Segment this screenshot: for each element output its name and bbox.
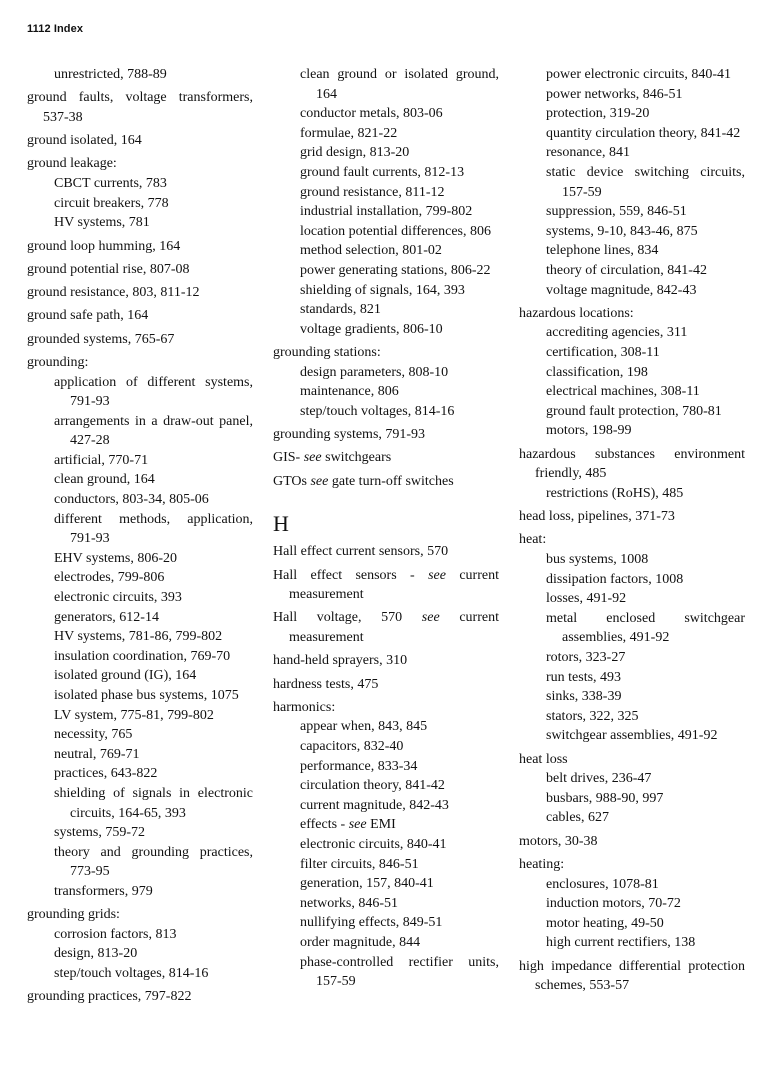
index-subentry: industrial installation, 799-802 — [300, 204, 473, 220]
index-subentry: shielding of signals in electronic circuits, 164-65, 393 — [54, 785, 253, 821]
index-subentry: power generating stations, 806-22 — [300, 262, 491, 278]
index-subentry: telephone lines, 834 — [546, 243, 659, 259]
index-entry: grounding systems, 791-93 — [273, 427, 426, 443]
see-target: gate turn-off switches — [328, 473, 454, 489]
index-entry: hazardous substances environment friendly, 485 — [519, 446, 745, 482]
section-letter: H — [273, 511, 289, 537]
index-subentry: capacitors, 832-40 — [300, 739, 404, 754]
see-reference: see — [428, 567, 446, 583]
index-subentry: belt drives, 236-47 — [546, 771, 652, 787]
index-entry: grounding stations: — [273, 345, 381, 360]
index-subentry: circulation theory, 841-42 — [300, 778, 445, 794]
index-subentry: nullifying effects, 849-51 — [300, 915, 443, 931]
see-target: current measurement — [289, 610, 499, 645]
index-subentry: networks, 846-51 — [300, 895, 398, 911]
index-entry: ground faults, voltage transformers, 537-38 — [27, 90, 253, 125]
index-subentry: necessity, 765 — [54, 727, 133, 743]
index-subentry: rotors, 323-27 — [546, 649, 626, 665]
index-subentry: grid design, 813-20 — [300, 145, 410, 161]
index-subentry: resonance, 841 — [546, 145, 630, 161]
index-subentry: electrical machines, 308-11 — [546, 384, 700, 400]
index-subentry: theory and grounding practices, 773-95 — [54, 844, 253, 880]
index-entry: ground leakage: — [27, 156, 117, 172]
index-subentry: neutral, 769-71 — [54, 746, 140, 762]
index-subentry: artificial, 770-71 — [54, 452, 149, 468]
index-entry — [273, 448, 499, 468]
index-subentry: unrestricted, 788-89 — [54, 67, 167, 82]
index-subentry: enclosures, 1078-81 — [546, 876, 659, 892]
index-subentry: conductor metals, 803-06 — [300, 106, 443, 122]
index-entry — [273, 608, 499, 647]
index-subentry: practices, 643-822 — [54, 766, 158, 782]
index-entry: heat loss — [519, 751, 568, 767]
index-entry: ground potential rise, 807-08 — [27, 261, 190, 277]
index-subentry: stators, 322, 325 — [546, 708, 639, 724]
index-subentry: induction motors, 70-72 — [546, 896, 681, 912]
index-subentry: corrosion factors, 813 — [54, 926, 177, 942]
index-subentry: design, 813-20 — [54, 946, 138, 962]
index-entry: heat: — [519, 532, 547, 548]
index-subentry: transformers, 979 — [54, 883, 153, 899]
index-subentry: circuit breakers, 778 — [54, 195, 169, 211]
index-subentry: power networks, 846-51 — [546, 86, 683, 102]
entry-text: Hall voltage, 570 — [273, 610, 422, 626]
index-subentry: motor heating, 49-50 — [546, 915, 664, 931]
index-subentry: electronic circuits, 840-41 — [300, 836, 447, 852]
entry-text: effects - — [300, 817, 349, 833]
index-subentry: performance, 833-34 — [300, 758, 418, 774]
index-subentry: step/touch voltages, 814-16 — [54, 966, 209, 981]
index-subentry: dissipation factors, 1008 — [546, 571, 684, 587]
index-subentry: standards, 821 — [300, 302, 381, 318]
index-column-1 — [27, 65, 253, 1007]
index-subentry: electronic circuits, 393 — [54, 590, 182, 606]
index-entry: grounding grids: — [27, 907, 120, 923]
see-target: current measurement — [289, 567, 499, 603]
index-entry: motors, 30-38 — [519, 833, 598, 849]
page-header: 1112 Index — [27, 23, 84, 35]
index-entry: high impedance differential protection schemes, 553-57 — [519, 958, 745, 994]
index-subentry: theory of circulation, 841-42 — [546, 262, 707, 278]
index-entry: ground loop humming, 164 — [27, 238, 181, 254]
index-subentry: shielding of signals, 164, 393 — [300, 282, 465, 298]
index-column-3 — [519, 65, 745, 996]
index-subentry: power electronic circuits, 840-41 — [546, 67, 732, 82]
index-entry: grounding: — [27, 354, 89, 370]
index-subentry: metal enclosed switchgear assemblies, 491-92 — [546, 610, 745, 646]
index-subentry: conductors, 803-34, 805-06 — [54, 492, 209, 508]
index-subentry: different methods, application, 791-93 — [54, 511, 253, 547]
index-subentry: certification, 308-11 — [546, 345, 660, 360]
index-entry: ground safe path, 164 — [27, 308, 149, 324]
index-entry: ground isolated, 164 — [27, 133, 142, 149]
index-entry: heating: — [519, 856, 565, 872]
index-subentry: HV systems, 781-86, 799-802 — [54, 629, 223, 645]
see-reference: see — [421, 610, 440, 626]
index-subentry: losses, 491-92 — [546, 591, 627, 607]
index-subentry: ground resistance, 811-12 — [300, 184, 445, 200]
index-subentry: location potential differences, 806 — [300, 223, 492, 239]
index-entry: harmonics: — [273, 699, 336, 715]
index-subentry — [273, 815, 499, 835]
index-subentry: electrodes, 799-806 — [54, 570, 165, 586]
index-subentry: LV system, 775-81, 799-802 — [54, 707, 214, 723]
index-subentry: classification, 198 — [546, 364, 648, 380]
index-entry: hazardous locations: — [519, 305, 634, 321]
index-subentry: bus systems, 1008 — [546, 552, 649, 567]
index-subentry: suppression, 559, 846-51 — [546, 204, 687, 220]
index-subentry: switchgear assemblies, 491-92 — [546, 728, 718, 744]
index-subentry: step/touch voltages, 814-16 — [300, 403, 455, 419]
index-entry — [273, 472, 499, 492]
index-subentry: EHV systems, 806-20 — [54, 550, 178, 566]
index-column-2 — [273, 65, 499, 992]
entry-text: Hall effect sensors - — [273, 567, 429, 583]
index-subentry: sinks, 338-39 — [546, 689, 622, 705]
index-subentry: insulation coordination, 769-70 — [54, 648, 231, 664]
index-subentry: run tests, 493 — [546, 669, 622, 685]
index-subentry: method selection, 801-02 — [300, 243, 442, 259]
index-entry — [273, 566, 499, 605]
index-subentry: systems, 9-10, 843-46, 875 — [546, 223, 698, 239]
index-subentry: appear when, 843, 845 — [300, 719, 428, 735]
index-entry: hand-held sprayers, 310 — [273, 653, 408, 669]
index-subentry: cables, 627 — [546, 810, 609, 826]
index-subentry: generators, 612-14 — [54, 609, 159, 625]
see-reference: see — [310, 473, 329, 489]
index-subentry: restrictions (RoHS), 485 — [546, 485, 684, 501]
index-subentry: systems, 759-72 — [54, 825, 145, 841]
index-subentry: quantity circulation theory, 841-42 — [546, 125, 741, 141]
index-subentry: accrediting agencies, 311 — [546, 325, 688, 341]
index-subentry: order magnitude, 844 — [300, 934, 421, 950]
see-target: switchgears — [321, 450, 392, 466]
index-subentry: voltage gradients, 806-10 — [300, 321, 443, 337]
index-subentry: formulae, 821-22 — [300, 125, 398, 141]
entry-text: GTOs — [273, 473, 311, 489]
index-entry: Hall effect current sensors, 570 — [273, 544, 449, 560]
index-entry: head loss, pipelines, 371-73 — [519, 509, 675, 525]
index-subentry: motors, 198-99 — [546, 423, 632, 439]
index-subentry: phase-controlled rectifier units, 157-59 — [300, 954, 499, 990]
index-subentry: generation, 157, 840-41 — [300, 876, 434, 892]
index-subentry: application of different systems, 791-93 — [54, 374, 253, 410]
see-reference: see — [303, 450, 322, 466]
index-subentry: filter circuits, 846-51 — [300, 856, 419, 872]
index-subentry: voltage magnitude, 842-43 — [546, 282, 697, 298]
index-subentry: ground fault protection, 780-81 — [546, 403, 722, 419]
index-subentry: maintenance, 806 — [300, 384, 399, 400]
index-subentry: HV systems, 781 — [54, 215, 150, 231]
index-subentry: busbars, 988-90, 997 — [546, 790, 664, 806]
see-reference: see — [348, 817, 367, 833]
index-entry: grounded systems, 765-67 — [27, 331, 175, 347]
see-target: EMI — [366, 817, 396, 833]
index-subentry: high current rectifiers, 138 — [546, 935, 696, 951]
index-subentry: design parameters, 808-10 — [300, 364, 449, 380]
index-subentry: isolated phase bus systems, 1075 — [54, 688, 239, 703]
index-subentry: current magnitude, 842-43 — [300, 797, 449, 813]
index-subentry: static device switching circuits, 157-59 — [546, 164, 745, 200]
index-subentry: CBCT currents, 783 — [54, 176, 167, 192]
index-subentry: arrangements in a draw-out panel, 427-28 — [54, 413, 253, 449]
index-subentry: ground fault currents, 812-13 — [300, 164, 465, 180]
index-entry: hardness tests, 475 — [273, 676, 379, 692]
index-entry: ground resistance, 803, 811-12 — [27, 285, 200, 301]
index-entry: grounding practices, 797-822 — [27, 989, 192, 1005]
index-subentry: protection, 319-20 — [546, 106, 650, 122]
index-subentry: clean ground, 164 — [54, 472, 155, 488]
index-subentry: isolated ground (IG), 164 — [54, 668, 197, 684]
index-subentry: clean ground or isolated ground, 164 — [300, 67, 499, 102]
entry-text: GIS- — [273, 450, 304, 466]
